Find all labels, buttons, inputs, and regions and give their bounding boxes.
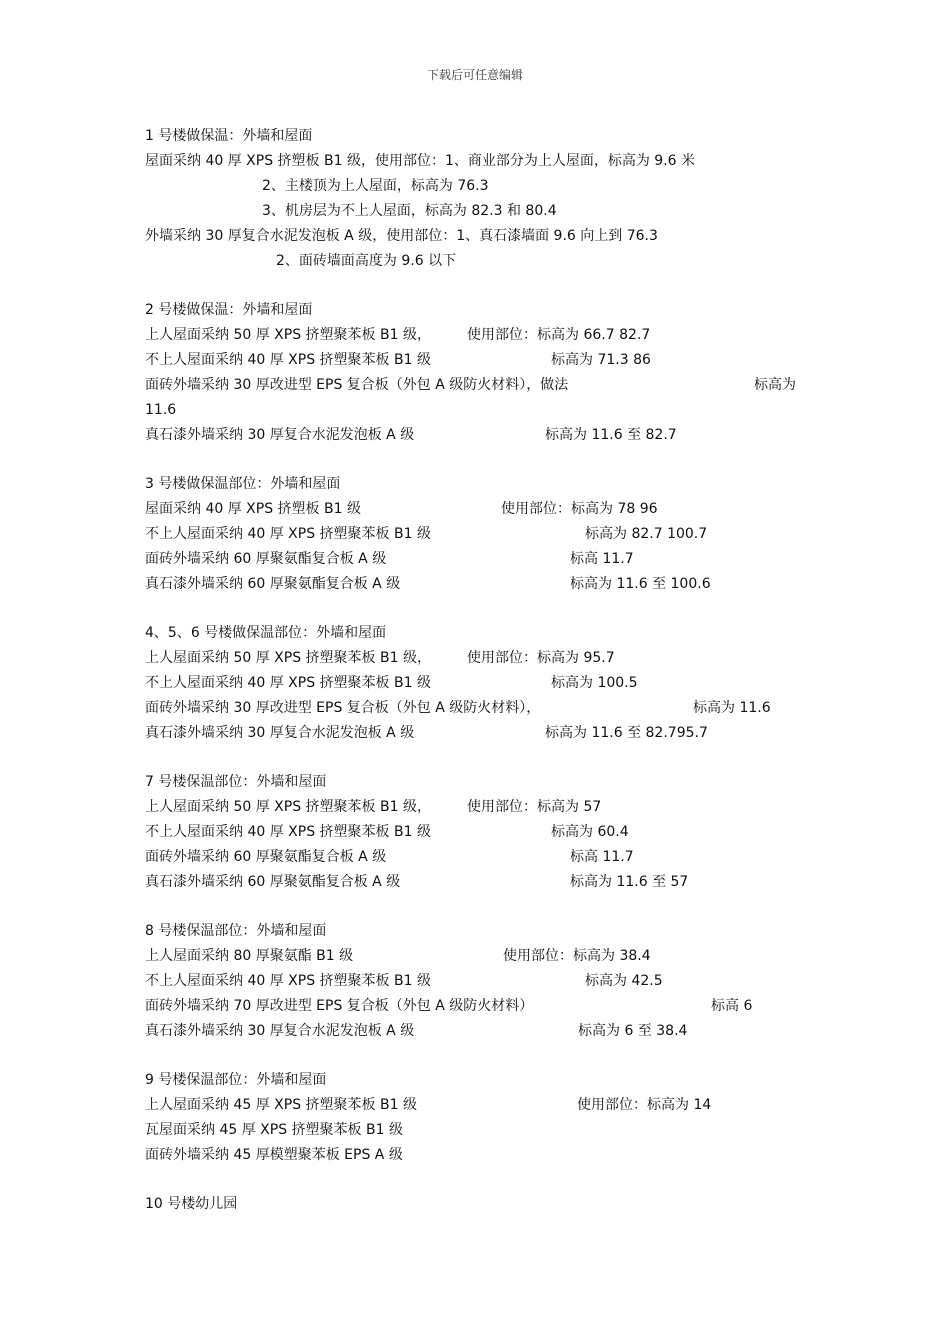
section-4-line-3: 面砖外墙采纳 30 厚改进型 EPS 复合板（外包 A 级防火材料）， 标高为 11.6 bbox=[145, 700, 771, 716]
section-2-line-1: 上人屋面采纳 50 厚 XPS 挤塑聚苯板 B1 级， 使用部位：标高为 66.7 82.7 bbox=[145, 327, 651, 343]
section-7-line-3: 面砖外墙采纳 45 厚模塑聚苯板 EPS A 级 bbox=[145, 1147, 403, 1163]
section-7-title: 9 号楼保温部位：外墙和屋面 bbox=[145, 1072, 327, 1088]
section-1-line-3: 3、机房层为不上人屋面，标高为 82.3 和 80.4 bbox=[262, 203, 557, 219]
spacer bbox=[145, 746, 825, 770]
section-8-title: 10 号楼幼儿园 bbox=[145, 1196, 238, 1212]
section-6-title: 8 号楼保温部位：外墙和屋面 bbox=[145, 923, 327, 939]
section-1-line-4: 外墙采纳 30 厚复合水泥发泡板 A 级，使用部位：1、真石漆墙面 9.6 向上到 76.3 bbox=[145, 228, 658, 244]
section-5-line-3: 面砖外墙采纳 60 厚聚氨酯复合板 A 级 标高 11.7 bbox=[145, 849, 634, 865]
section-4-line-1: 上人屋面采纳 50 厚 XPS 挤塑聚苯板 B1 级， 使用部位：标高为 95.7 bbox=[145, 650, 615, 666]
section-7-line-1: 上人屋面采纳 45 厚 XPS 挤塑聚苯板 B1 级 使用部位：标高为 14 bbox=[145, 1097, 712, 1113]
section-6-line-2: 不上人屋面采纳 40 厚 XPS 挤塑聚苯板 B1 级 标高为 42.5 bbox=[145, 973, 663, 989]
section-1-line-5: 2、面砖墙面高度为 9.6 以下 bbox=[276, 253, 457, 269]
section-4-line-4: 真石漆外墙采纳 30 厚复合水泥发泡板 A 级 标高为 11.6 至 82.795.7 bbox=[145, 725, 708, 741]
spacer bbox=[145, 597, 825, 621]
section-3-line-3: 面砖外墙采纳 60 厚聚氨酯复合板 A 级 标高 11.7 bbox=[145, 551, 634, 567]
section-6-line-4: 真石漆外墙采纳 30 厚复合水泥发泡板 A 级 标高为 6 至 38.4 bbox=[145, 1023, 688, 1039]
section-5-line-2: 不上人屋面采纳 40 厚 XPS 挤塑聚苯板 B1 级 标高为 60.4 bbox=[145, 824, 629, 840]
section-1-line-2: 2、主楼顶为上人屋面，标高为 76.3 bbox=[262, 178, 489, 194]
section-5-line-1: 上人屋面采纳 50 厚 XPS 挤塑聚苯板 B1 级， 使用部位：标高为 57 bbox=[145, 799, 602, 815]
spacer bbox=[145, 448, 825, 472]
section-2-title: 2 号楼做保温：外墙和屋面 bbox=[145, 302, 313, 318]
section-1-line-1: 屋面采纳 40 厚 XPS 挤塑板 B1 级，使用部位：1、商业部分为上人屋面，标高为 9.6 米 bbox=[145, 153, 696, 169]
section-3-title: 3 号楼做保温部位：外墙和屋面 bbox=[145, 476, 341, 492]
spacer bbox=[145, 274, 825, 298]
section-4-title: 4、5、6 号楼做保温部位：外墙和屋面 bbox=[145, 625, 387, 641]
section-3-line-4: 真石漆外墙采纳 60 厚聚氨酯复合板 A 级 标高为 11.6 至 100.6 bbox=[145, 576, 711, 592]
spacer bbox=[145, 1044, 825, 1068]
section-1-title: 1 号楼做保温：外墙和屋面 bbox=[145, 128, 313, 144]
section-6-line-1: 上人屋面采纳 80 厚聚氨酯 B1 级 使用部位：标高为 38.4 bbox=[145, 948, 651, 964]
spacer bbox=[145, 895, 825, 919]
spacer bbox=[145, 1168, 825, 1192]
section-5-title: 7 号楼保温部位：外墙和屋面 bbox=[145, 774, 327, 790]
section-6-line-3: 面砖外墙采纳 70 厚改进型 EPS 复合板（外包 A 级防火材料） 标高 6 bbox=[145, 998, 753, 1014]
section-4-line-2: 不上人屋面采纳 40 厚 XPS 挤塑聚苯板 B1 级 标高为 100.5 bbox=[145, 675, 638, 691]
section-2-line-2: 不上人屋面采纳 40 厚 XPS 挤塑聚苯板 B1 级 标高为 71.3 86 bbox=[145, 352, 651, 368]
section-3-line-1: 屋面采纳 40 厚 XPS 挤塑板 B1 级 使用部位：标高为 78 96 bbox=[145, 501, 658, 517]
section-7-line-2: 瓦屋面采纳 45 厚 XPS 挤塑聚苯板 B1 级 bbox=[145, 1122, 403, 1138]
section-3-line-2: 不上人屋面采纳 40 厚 XPS 挤塑聚苯板 B1 级 标高为 82.7 100.7 bbox=[145, 526, 708, 542]
section-2-line-3: 面砖外墙采纳 30 厚改进型 EPS 复合板（外包 A 级防火材料），做法 标高为 11.6 bbox=[145, 377, 796, 418]
document-body bbox=[145, 124, 825, 1217]
section-5-line-4: 真石漆外墙采纳 60 厚聚氨酯复合板 A 级 标高为 11.6 至 57 bbox=[145, 874, 689, 890]
page-header: 下载后可任意编辑 bbox=[426, 68, 523, 82]
section-2-line-4: 真石漆外墙采纳 30 厚复合水泥发泡板 A 级 标高为 11.6 至 82.7 bbox=[145, 427, 677, 443]
